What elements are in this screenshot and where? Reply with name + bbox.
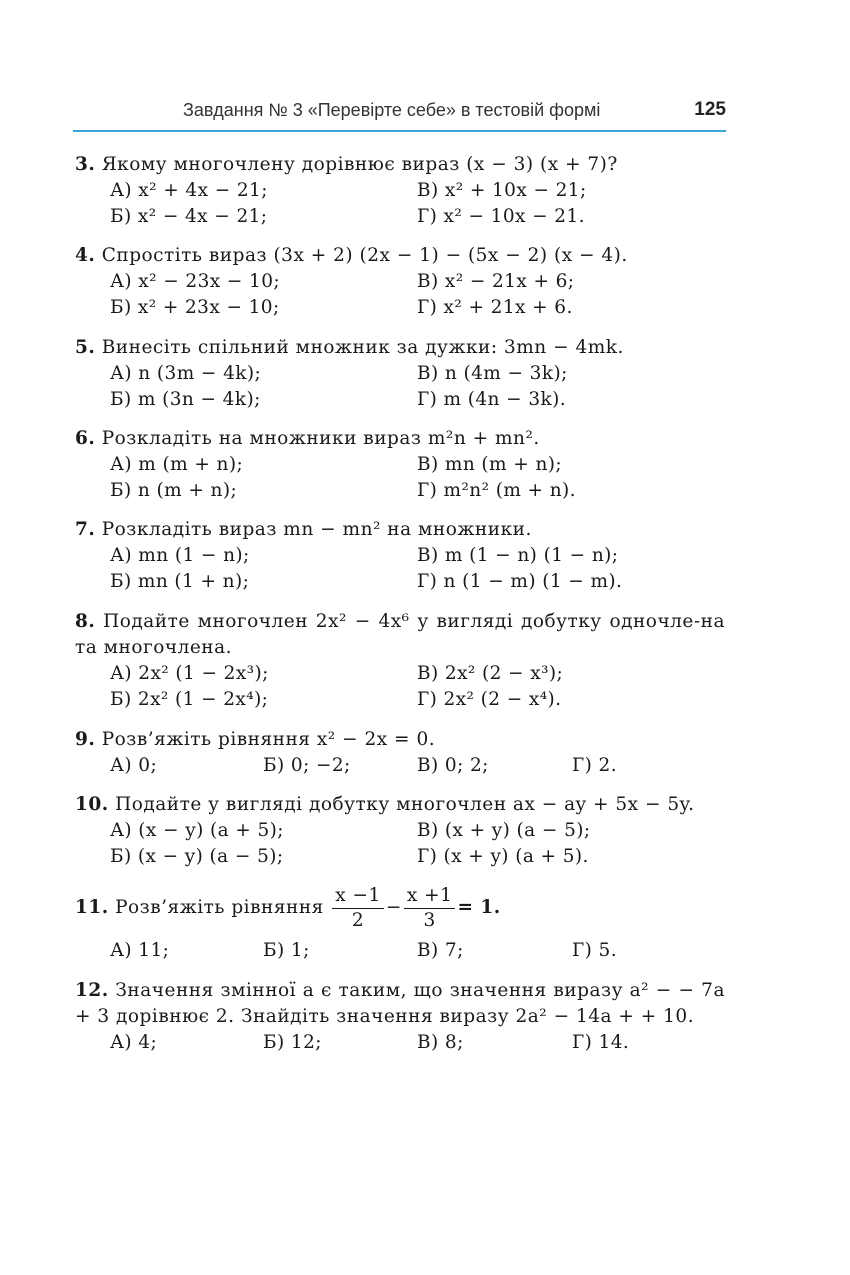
option-b: Б) 1; — [263, 940, 310, 961]
problem-number: 6. — [75, 428, 96, 449]
option-b: Б) 0; −2; — [263, 755, 351, 776]
problem-number: 9. — [75, 729, 96, 750]
problem-number: 7. — [75, 519, 96, 540]
problem-text: Розкладіть на множники вираз m²n + mn². — [95, 428, 540, 449]
option-g: Г) m (4n − 3k). — [417, 389, 567, 410]
problem-number: 5. — [75, 337, 96, 358]
problem-10 — [75, 792, 725, 870]
problem-text: Якому многочлену дорівнює вираз (x − 3) (x + 7)? — [95, 154, 618, 175]
option-v: В) n (4m − 3k); — [417, 363, 568, 384]
option-a: А) 2x² (1 − 2x³); — [110, 663, 269, 684]
problem-number: 8. — [75, 611, 96, 632]
option-g: Г) 5. — [572, 940, 617, 961]
option-a: А) x² + 4x − 21; — [110, 180, 268, 201]
problem-text: Розкладіть вираз mn − mn² на множники. — [95, 519, 532, 540]
problem-text: Значення змінної a є таким, що значення виразу a² − − 7a + 3 дорівнює 2. Знайдіть значення виразу 2a² − 14a + + 10. — [75, 980, 725, 1027]
option-v: В) 7; — [417, 940, 464, 961]
option-a: А) x² − 23x − 10; — [110, 271, 281, 292]
problem-12 — [75, 978, 725, 1056]
option-g: Г) 2x² (2 − x⁴). — [417, 689, 562, 710]
header-title: Завдання № 3 «Перевірте себе» в тестовій формі — [183, 100, 601, 120]
problem-3 — [75, 152, 725, 230]
problem-number: 3. — [75, 154, 96, 175]
problem-number: 12. — [75, 980, 109, 1001]
option-b: Б) 2x² (1 − 2x⁴); — [110, 689, 269, 710]
option-v: В) 8; — [417, 1032, 464, 1053]
fraction-numerator: x +1 — [404, 884, 456, 909]
option-a: А) (x − y) (a + 5); — [110, 820, 284, 841]
option-b: Б) x² + 23x − 10; — [110, 297, 280, 318]
minus-sign: − — [385, 897, 402, 918]
problem-6 — [75, 426, 725, 504]
option-a: А) mn (1 − n); — [110, 545, 250, 566]
problem-4 — [75, 243, 725, 321]
option-v: В) m (1 − n) (1 − n); — [417, 545, 619, 566]
problem-number: 4. — [75, 245, 96, 266]
fraction-denominator: 2 — [351, 909, 365, 931]
option-v: В) 0; 2; — [417, 755, 489, 776]
option-b: Б) 12; — [263, 1032, 322, 1053]
problem-text: Розв’яжіть рівняння x² − 2x = 0. — [95, 729, 436, 750]
option-v: В) (x + y) (a − 5); — [417, 820, 591, 841]
fraction-numerator: x −1 — [332, 884, 384, 909]
option-a: А) n (3m − 4k); — [110, 363, 262, 384]
problem-9 — [75, 727, 725, 779]
fraction-2 — [404, 884, 456, 933]
option-v: В) mn (m + n); — [417, 454, 563, 475]
fraction-1 — [332, 884, 384, 933]
option-b: Б) n (m + n); — [110, 480, 238, 501]
problem-text: Винесіть спільний множник за дужки: 3mn − 4mk. — [95, 337, 624, 358]
page-number: 125 — [694, 99, 726, 120]
problem-text: Подайте у вигляді добутку многочлен ax − ay + 5x − 5y. — [108, 794, 695, 815]
problem-11 — [75, 883, 725, 964]
option-b: Б) m (3n − 4k); — [110, 389, 261, 410]
option-v: В) x² + 10x − 21; — [417, 180, 587, 201]
option-v: В) x² − 21x + 6; — [417, 271, 575, 292]
option-b: Б) (x − y) (a − 5); — [110, 846, 284, 867]
option-v: В) 2x² (2 − x³); — [417, 663, 564, 684]
running-header — [73, 96, 726, 132]
option-a: А) 4; — [110, 1032, 158, 1053]
option-g: Г) 14. — [572, 1032, 630, 1053]
problem-text: Спростіть вираз (3x + 2) (2x − 1) − (5x − 2) (x − 4). — [95, 245, 628, 266]
problem-5 — [75, 335, 725, 413]
option-a: А) 0; — [110, 755, 158, 776]
problem-text: Розв’яжіть рівняння — [108, 897, 324, 918]
option-b: Б) x² − 4x − 21; — [110, 206, 268, 227]
problem-8 — [75, 609, 725, 713]
problem-7 — [75, 517, 725, 595]
fraction-denominator: 3 — [423, 909, 436, 931]
option-g: Г) (x + y) (a + 5). — [417, 846, 589, 867]
problem-number: 11. — [75, 897, 109, 918]
option-g: Г) 2. — [572, 755, 617, 776]
option-g: Г) m²n² (m + n). — [417, 480, 576, 501]
option-g: Г) x² − 10x − 21. — [417, 206, 585, 227]
option-a: А) 11; — [110, 940, 170, 961]
option-a: А) m (m + n); — [110, 454, 244, 475]
option-g: Г) x² + 21x + 6. — [417, 297, 573, 318]
problem-text: Подайте многочлен 2x² − 4x⁶ у вигляді добутку одночле-на та многочлена. — [75, 611, 725, 658]
problem-number: 10. — [75, 794, 109, 815]
equation-rhs: = 1. — [457, 897, 501, 918]
option-b: Б) mn (1 + n); — [110, 571, 250, 592]
option-g: Г) n (1 − m) (1 − m). — [417, 571, 623, 592]
